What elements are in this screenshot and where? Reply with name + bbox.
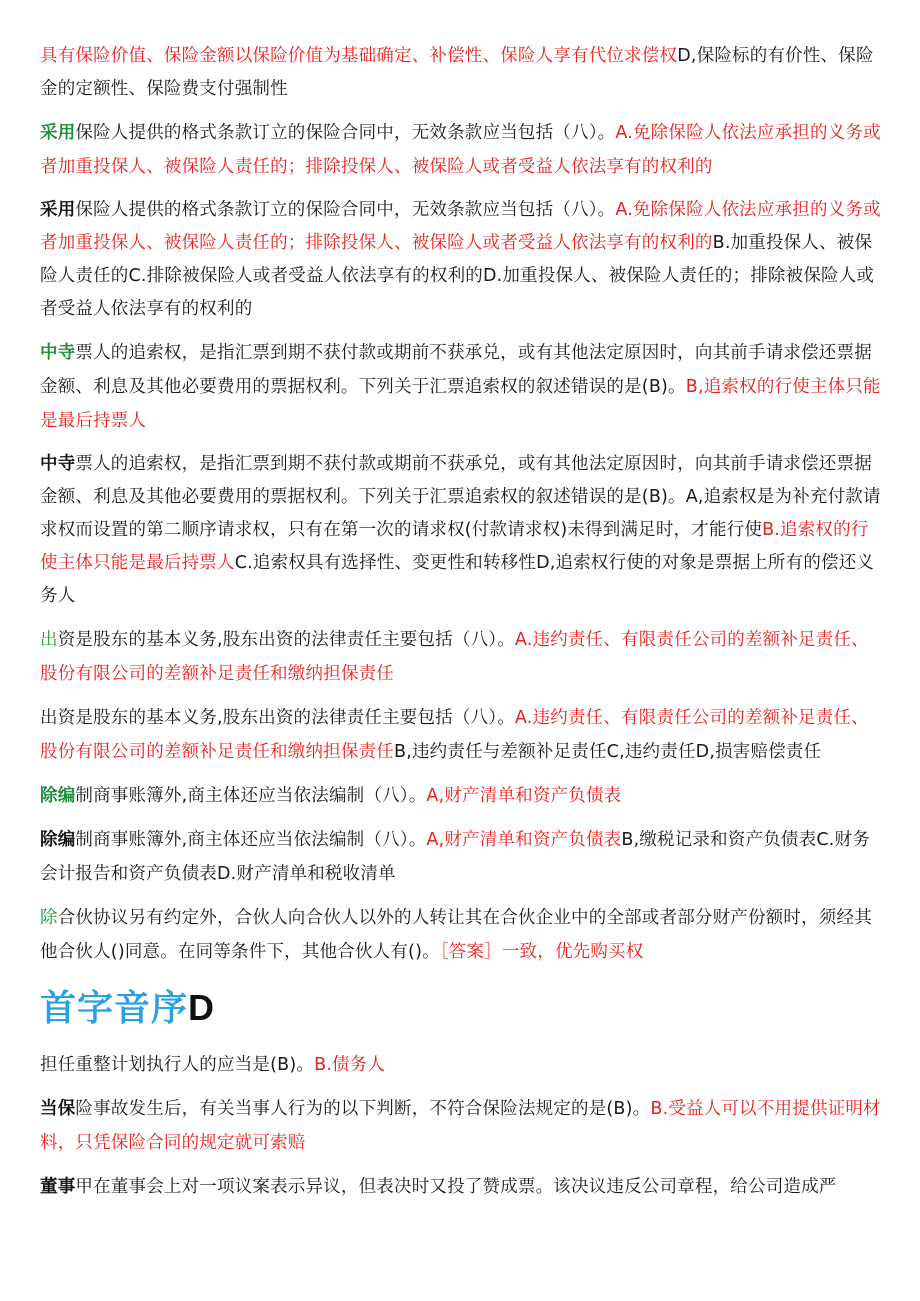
question-text: 险事故发生后，有关当事人行为的以下判断，不符合保险法规定的是(B)。	[75, 1099, 651, 1119]
options-text: B,缴税记录和资产负债表C.财务会计报告和资产负债表D.财产清单和税收清单	[40, 830, 870, 884]
question-text: 资是股东的基本义务,股东出资的法律责任主要包括（八）。	[57, 630, 515, 650]
question-text: 保险人提供的格式条款订立的保险合同中，无效条款应当包括（八）。	[75, 200, 616, 220]
options-text: C.追索权具有选择性、变更性和转移性D,追索权行使的对象是票据上所有的偿还义务人	[40, 553, 875, 606]
question-text: 保险人提供的格式条款订立的保险合同中，无效条款应当包括（八）。	[75, 123, 616, 143]
index-keyword: 董事	[40, 1177, 76, 1197]
question-text: 票人的追索权，是指汇票到期不获付款或期前不获承兑，或有其他法定原因时，向其前手请求偿还票据金额、利息及其他必要费用的票据权利。下列关于汇票追索权的叙述错误的是(B)。A,追索权是为补充付款请求权而设置的第二顺序请求权，只有在第一次的请求权(付款请求权)未得到满足时，才能行使	[40, 454, 881, 540]
answer-text: 具有保险价值、保险金额以保险价值为基础确定、补偿性、保险人享有代位求偿权	[40, 46, 678, 66]
question-text: 票人的追索权，是指汇票到期不获付款或期前不获承兑，或有其他法定原因时，向其前手请求偿还票据金额、利息及其他必要费用的票据权利。下列关于汇票追索权的叙述错误的是(B)。	[40, 343, 872, 397]
answer-text: A.免除保险人依法应承担的义务或者加重投保人、被保险人责任的；排除投保人、被保险人或者受益人依法享有的权利的	[40, 123, 881, 177]
list-item	[40, 1048, 885, 1082]
index-keyword: 中寺	[40, 343, 76, 363]
answer-text: B,追索权的行使主体只能是最后持票人	[40, 377, 881, 431]
question-text: 出资是股东的基本义务,股东出资的法律责任主要包括（八）。	[40, 708, 515, 728]
answer-text: A.免除保险人依法应承担的义务或者加重投保人、被保险人责任的；排除投保人、被保险人或者受益人依法享有的权利的	[40, 200, 881, 253]
index-keyword: 中寺	[40, 454, 76, 474]
list-item	[40, 194, 885, 326]
index-keyword: 当保	[40, 1099, 76, 1119]
index-keyword: 出	[40, 630, 58, 650]
list-item	[40, 779, 885, 813]
answer-text: ［答案］一致，优先购买权	[439, 942, 644, 962]
list-item	[40, 1170, 885, 1204]
options-text: D,保险标的有价性、保险金的定额性、保险费支付强制性	[40, 46, 874, 99]
answer-text: A.违约责任、有限责任公司的差额补足责任、股份有限公司的差额补足责任和缴纳担保责任	[40, 630, 869, 684]
options-text: B,违约责任与差额补足责任C,违约责任D,损害赔偿责任	[394, 742, 822, 762]
answer-text: A,财产清单和资产负债表	[426, 786, 622, 806]
list-item	[40, 336, 885, 438]
index-keyword: 除编	[40, 786, 76, 806]
question-text: 甲在董事会上对一项议案表示异议，但表决时又投了赞成票。该决议违反公司章程，给公司造成严	[75, 1177, 837, 1197]
list-item	[40, 116, 885, 184]
list-item	[40, 901, 885, 969]
answer-text: B.受益人可以不用提供证明材料，只凭保险合同的规定就可索赔	[40, 1099, 881, 1153]
index-keyword: 采用	[40, 123, 76, 143]
answer-text: A,财产清单和资产负债表	[426, 830, 622, 850]
list-item	[40, 701, 885, 769]
index-keyword: 除	[40, 908, 58, 928]
answer-text: B.债务人	[314, 1055, 386, 1075]
list-item	[40, 448, 885, 613]
list-item	[40, 623, 885, 691]
list-item	[40, 40, 885, 106]
answer-text: B.追索权的行使主体只能是最后持票人	[40, 520, 869, 573]
section-letter: D	[188, 987, 216, 1028]
question-text: 担任重整计划执行人的应当是(B)。	[40, 1055, 315, 1075]
section-title: 首字音序	[40, 988, 189, 1029]
options-text: B.加重投保人、被保险人责任的C.排除被保险人或者受益人依法享有的权利的D.加重投保人、被保险人责任的；排除被保险人或者受益人依法享有的权利的	[40, 233, 875, 319]
list-item	[40, 823, 885, 891]
question-text: 制商事账簿外,商主体还应当依法编制（八）。	[75, 830, 427, 850]
index-keyword: 除编	[40, 830, 76, 850]
section-heading	[40, 983, 885, 1034]
answer-text: A.违约责任、有限责任公司的差额补足责任、股份有限公司的差额补足责任和缴纳担保责任	[40, 708, 869, 762]
question-text: 合伙协议另有约定外，合伙人向合伙人以外的人转让其在合伙企业中的全部或者部分财产份额时，须经其他合伙人()同意。在同等条件下，其他合伙人有()。	[40, 908, 872, 962]
list-item	[40, 1092, 885, 1160]
question-text: 制商事账簿外,商主体还应当依法编制（八）。	[75, 786, 427, 806]
index-keyword: 采用	[40, 200, 76, 220]
document-page	[40, 40, 885, 1214]
